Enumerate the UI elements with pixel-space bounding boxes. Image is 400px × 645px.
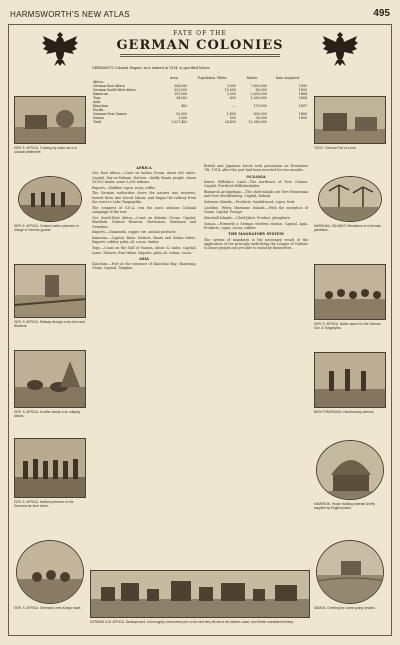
table-cell: German East Africa [93,84,125,88]
section-heading: ASIA [139,256,149,261]
table-row [92,120,308,124]
photo-togo-port [314,96,386,144]
table-cell: 1,027,400 [171,120,188,124]
page-number: 495 [373,8,390,19]
page-title: GERMAN COLONIES [116,38,284,53]
column-header: Native. [246,76,259,80]
table-cell: 1885 [298,112,307,116]
table-cell: 35,000 [255,116,267,120]
bottom-caption: GERMAN S.W. AFRICA. Swakopmund, a thoroughly constructed port on the arid fiery littoral of the Atlantic coast, now British mandated territory. [90,620,294,624]
caption: NEW POMERANIA. Headhunting warriors. [314,410,375,414]
photo-swakopmund-panorama [90,570,310,618]
photo-samoa-shore [316,540,384,604]
photo-new-pomerania [314,352,386,408]
table-body [92,80,308,124]
table-cell: 1890 [298,84,307,88]
table-cell: 2,000 [226,92,236,96]
column-header: Date Acquired. [275,76,301,80]
photo-south-africa-cattle [14,350,86,408]
table-cell: German South-West Africa [93,88,136,92]
table-cell: Togo [93,96,101,100]
column-header: Population. White. [197,76,228,80]
caption: GER. S. AFRICA. A native family in an outlying district. [14,410,80,418]
photo-south-africa-railway [14,264,86,318]
paragraph: Marshall Islands.—Chief Jaluit. Product, phosphate. [204,215,291,220]
table-cell: 7,600,000 [250,84,267,88]
caption: GER. S. AFRICA. Railway through a dry river near Windhuk. [14,320,86,328]
caption: GER. E. AFRICA. Chained native prisoners in charge of German guards. [14,224,79,232]
table-cell: 600,000 [253,112,267,116]
paragraph: Ger. East Africa.—Coast on Indian Ocean, about 600 miles. Capital, Dar-es-Salaam. Natives, chiefly Bantu people, about 10,000 Arabs, some 5,000 Indians. [92,171,196,184]
caption: KAMERUN. House building material chiefly supplied by English palms. [314,502,375,510]
title-kicker: FATE OF THE [173,30,227,37]
paragraph: Kaiser Wilhelm's Land.—The northeast of New Guinea. Capital, Friedrich-Wilhelmshafen. [204,179,308,189]
table-cell: 1,400 [226,112,236,116]
table-cell: 1,000,000 [250,96,267,100]
section-heading: THE MANDATORY SYSTEM [228,232,284,237]
table-cell: 2,600,000 [250,92,267,96]
paragraph: Caroline, Pelew, Marianne Islands.—With the exception of Guam. Capital, Ponape. [204,205,308,215]
table-cell: 1890 [298,88,307,92]
table-cell: Samoa [93,116,104,120]
article-body [92,66,308,566]
paragraph: Exports.—Diamonds, copper ore, animal products. [92,230,177,235]
table-cell: 15,000 [224,88,236,92]
paragraph: Solomon Islands.—Products: Sandalwood, copra, fruit. [204,200,296,205]
table-cell: 1,000 [178,116,188,120]
column-header: Area. [170,76,179,80]
section-heading: OCEANIA [246,174,266,179]
table-cell: 400 [229,96,236,100]
right-column [204,164,308,564]
table-cell: 24,400 [224,120,236,124]
title-block [0,30,400,53]
table-cell: 322,000 [174,88,188,92]
photo-east-africa-natives [18,176,82,222]
table-cell: Pacific: [93,108,105,112]
table-cell: 400 [181,104,188,108]
paragraph: Ger. South-West Africa.—Coast on Atlantic Ocean. Capital, Windhuk. Natives Hereros, Hottentots, Bushmen and Ovambos. [92,215,196,229]
table-cell: German New Guinea [93,112,127,116]
caption: GER. E. AFRICA. Native dance for the German Gov. & Tanganyika. [314,322,381,330]
caption: GER. E. AFRICA. Trucking by motor car in a colonial settlement. [14,146,77,154]
table-cell: — [232,104,236,108]
colonies-table [92,76,308,124]
table-cell: 1897 [298,104,307,108]
paragraph: Exports.—Rubber, copra, ivory, coffee. [92,185,157,190]
table-cell: 170,000 [253,104,267,108]
paragraph: Bismarck Archipelago.—The chief islands are New Pomerania and New Mecklenburg. Capital, Rabaul. [204,189,308,199]
paragraph: Togo.—Coast on the Gulf of Guinea, about 32 miles. Capital, Lome. Natives, Ewe tribes. Exports: palm oil, cotton, cocoa. [92,246,196,255]
paragraph: The system of mandates is the necessary result of the application of the principle underlying the League of Nations to those peoples not yet able to stand by themselves. [204,237,308,251]
paragraph: Samoa.—Formerly a German wireless station. Capital, Apia. Products, copra, cocoa, rubber. [204,221,308,231]
caption: MARSHALL ISLANDS. Residence of a German plantation. [314,224,382,232]
left-column [92,164,196,564]
caption: GER. E. AFRICA. Natives prisoners of the Germans far from home. [14,500,74,508]
caption: TOGO. German Port of Lome. [314,146,357,150]
table-cell: 12,085,000 [248,120,267,124]
table-cell: Asia: [93,100,101,104]
table-cell: 191,000 [174,92,188,96]
paragraph: Kamerun.—Capital, Buea. Natives, Bantu and Sudan tribes. Exports: rubber, palm oil, cocoa, timber. [92,236,196,245]
table-cell: 5,000 [226,84,236,88]
intro-text: GERMANY'S Colonial Empire, as it existed in 1914, is specified below: [92,66,211,70]
title-rule [120,54,280,57]
table-cell: Kamerun [93,92,108,96]
table-cell: 500 [229,116,236,120]
photo-marshall-islands [318,176,382,222]
table-cell: Africa: [93,80,104,84]
table-cell: 1884 [298,92,307,96]
table-cell: Kiaochau [93,104,109,108]
table-cell: Total [93,120,101,124]
photo-kamerun-hut [316,440,384,500]
table-cell: 1884 [298,96,307,100]
photo-kamerun-river [314,264,386,320]
caption: SAMOA. Greeting the ocean going vessels. [314,606,376,610]
table-cell: 92,000 [176,112,188,116]
photo-east-africa-tracks [14,96,86,144]
paragraph: British and Japanese forces took possession on November 7th, 1914, after the port had been invested for two months. [204,164,308,173]
caption: GER. S. AFRICA. Germany's new Kongo trade. [14,606,82,610]
table-cell: 80,000 [255,88,267,92]
table-cell: 34,000 [176,96,188,100]
table-cell: 1899 [298,116,307,120]
table-cell: 384,000 [174,84,188,88]
paragraph: The German authorities drove the natives into reserves, turned them into forced labour, and began the railway from the coast to Lake Tanganyika. [92,191,196,205]
section-heading: AFRICA [136,166,152,170]
publication-title: HARMSWORTH'S NEW ATLAS [10,10,130,19]
photo-togo-market [16,540,84,604]
photo-east-africa-prisoners [14,438,86,498]
running-header [10,8,390,22]
paragraph: Kiaochau.—Port at the entrance of Kiaochau Bay, Shantung, China. Capital, Tsingtao. [92,262,196,271]
table-cell [268,120,308,124]
paragraph: The conquest of G.E.A. was the most arduous Colonial campaign of the war. [92,205,196,215]
